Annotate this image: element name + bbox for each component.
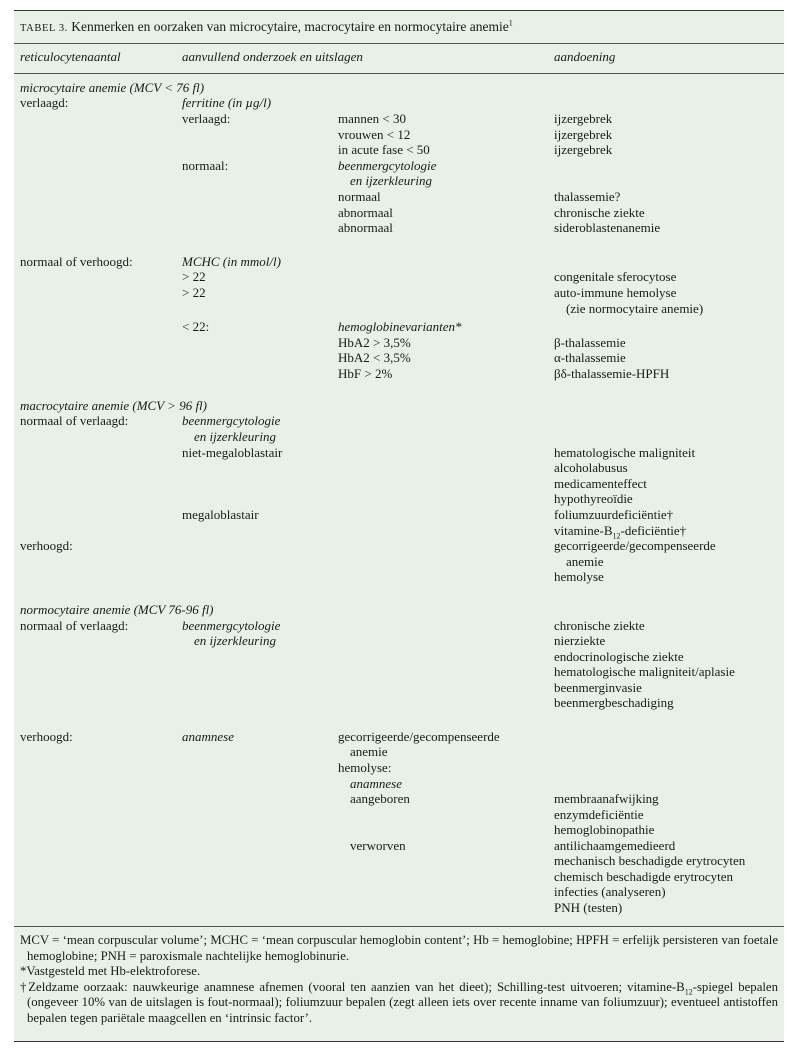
title-footnote-mark: 1 — [508, 18, 513, 28]
macro-medic: medicamenteffect — [554, 476, 647, 491]
footnotes — [20, 933, 778, 1026]
micro-sidero: sideroblastenanemie — [554, 220, 661, 235]
macro-vitb-post: -deficiëntie† — [620, 523, 687, 538]
macro-vitb — [554, 523, 686, 539]
table-title-text: Kenmerken en oorzaken van microcytaire, macrocytaire en normocytaire anemie — [71, 19, 509, 34]
normo-gecorr1: gecorrigeerde/gecompenseerde — [338, 729, 500, 744]
normo-verhoogd: verhoogd: — [20, 729, 73, 744]
micro-congen: congenitale sferocytose — [554, 269, 677, 284]
micro-heading: microcytaire anemie (MCV < 76 fl) — [20, 80, 205, 95]
normo-hbpath: hemoglobinopathie — [554, 822, 655, 837]
footnote-abbreviations: MCV = ‘mean corpuscular volume’; MCHC = ‘mean corpuscular hemoglobin content’; Hb = hemoglobine; HPFH = erfelijk persisteren van foetale hemoglobine; PNH = paroxismale nachtelijke hemoglobinurie. — [20, 933, 778, 963]
footnote-rule — [14, 926, 784, 927]
normo-infect: infecties (analyseren) — [554, 884, 666, 899]
normo-invasie: beenmerginvasie — [554, 680, 642, 695]
normo-bmc2: en ijzerkleuring — [194, 633, 276, 648]
normo-nier: nierziekte — [554, 633, 606, 648]
normo-enzym: enzymdeficiëntie — [554, 807, 644, 822]
micro-ijzer1: ijzergebrek — [554, 111, 613, 126]
macro-folium: foliumzuurdeficiëntie† — [554, 507, 674, 522]
macro-bmc2: en ijzerkleuring — [194, 429, 276, 444]
table-label: TABEL 3. — [20, 23, 68, 34]
normo-mech: mechanisch beschadigde erytrocyten — [554, 853, 746, 868]
normo-chem: chemisch beschadigde erytrocyten — [554, 869, 734, 884]
normo-beschad: beenmergbeschadiging — [554, 695, 674, 710]
macro-nietmeg: niet-megaloblastair — [182, 445, 283, 460]
micro-lt22: < 22: — [182, 319, 210, 334]
micro-gt22a: > 22 — [182, 269, 206, 284]
macro-alcohol: alcoholabusus — [554, 460, 628, 475]
macro-hypo: hypothyreoïdie — [554, 491, 633, 506]
micro-ijzer3: ijzergebrek — [554, 142, 613, 157]
macro-nov: normaal of verlaagd: — [20, 413, 129, 428]
micro-bmc1: beenmergcytologie — [338, 158, 437, 173]
macro-heading: macrocytaire anemie (MCV > 96 fl) — [20, 398, 207, 413]
normo-anamnese: anamnese — [182, 729, 234, 744]
normo-pnh: PNH (testen) — [554, 900, 623, 915]
micro-chron: chronische ziekte — [554, 205, 645, 220]
micro-zie: (zie normocytaire anemie) — [566, 301, 704, 316]
micro-bmc2: en ijzerkleuring — [350, 173, 432, 188]
micro-bd: βδ-thalassemie-HPFH — [554, 366, 670, 381]
macro-gecorr1: gecorrigeerde/gecompenseerde — [554, 538, 716, 553]
macro-hemmal: hematologische maligniteit — [554, 445, 696, 460]
normo-nov: normaal of verlaagd: — [20, 618, 129, 633]
normo-membraan: membraanafwijking — [554, 791, 659, 806]
micro-autoimm: auto-immune hemolyse — [554, 285, 677, 300]
footnote-dagger — [20, 980, 778, 1027]
micro-abnormaal2: abnormaal — [338, 220, 393, 235]
normo-chron: chronische ziekte — [554, 618, 645, 633]
macro-vitb-pre: vitamine-B — [554, 523, 613, 538]
micro-thal: thalassemie? — [554, 189, 621, 204]
footnote-dagger-post: -spiegel bepalen (ongeveer 10% van de uitslagen is fout-normaal); foliumzuur bepalen (zegt alleen iets over recente inname van foliumzuur); eventueel antistoffen bepalen tegen pariëtale maagcellen en ‘intrinsic factor’. — [27, 979, 779, 1025]
table-page — [14, 10, 784, 1042]
micro-gt22b: > 22 — [182, 285, 206, 300]
micro-hba2b: HbA2 < 3,5% — [338, 350, 411, 365]
macro-verhoogd: verhoogd: — [20, 538, 73, 553]
footnote-dagger-pre: †Zeldzame oorzaak: nauwkeurige anamnese afnemen (vooral ten aanzien van het dieet); Schilling-test uitvoeren; vitamine-B — [20, 979, 685, 994]
macro-hemolyse: hemolyse — [554, 569, 604, 584]
normo-aangeboren: aangeboren — [350, 791, 410, 806]
micro-beta: β-thalassemie — [554, 335, 626, 350]
micro-fer-verlaagd: verlaagd: — [182, 111, 231, 126]
micro-hbf: HbF > 2% — [338, 366, 393, 381]
micro-verlaagd: verlaagd: — [20, 95, 69, 110]
header-rule — [14, 73, 784, 74]
footnote-dagger-sub: 12 — [684, 987, 693, 997]
header-col3: aandoening — [554, 49, 616, 64]
micro-abnormaal1: abnormaal — [338, 205, 393, 220]
macro-meg: megaloblastair — [182, 507, 259, 522]
header-col2: aanvullend onderzoek en uitslagen — [182, 49, 363, 64]
micro-mannen: mannen < 30 — [338, 111, 406, 126]
micro-alpha: α-thalassemie — [554, 350, 626, 365]
micro-ferritine: ferritine (in µg/l) — [182, 95, 272, 110]
micro-normaal: normaal — [338, 189, 381, 204]
footnote-star: *Vastgesteld met Hb-elektroforese. — [20, 964, 201, 978]
normo-heading: normocytaire anemie (MCV 76-96 fl) — [20, 602, 214, 617]
micro-vrouwen: vrouwen < 12 — [338, 127, 411, 142]
macro-gecorr2: anemie — [566, 554, 604, 569]
table-title — [20, 19, 513, 37]
header-col1: reticulocytenaantal — [20, 49, 121, 64]
micro-acute: in acute fase < 50 — [338, 142, 430, 157]
micro-nov: normaal of verhoogd: — [20, 254, 133, 269]
title-rule — [14, 43, 784, 44]
normo-bmc1: beenmergcytologie — [182, 618, 281, 633]
normo-gecorr2: anemie — [350, 744, 388, 759]
micro-ijzer2: ijzergebrek — [554, 127, 613, 142]
micro-hba2a: HbA2 > 3,5% — [338, 335, 411, 350]
normo-hemmal: hematologische maligniteit/aplasie — [554, 664, 735, 679]
normo-endo: endocrinologische ziekte — [554, 649, 684, 664]
normo-hemolyse: hemolyse: — [338, 760, 392, 775]
micro-hbvar: hemoglobinevarianten* — [338, 319, 462, 334]
macro-vitb-sub: 12 — [612, 531, 621, 541]
macro-bmc1: beenmergcytologie — [182, 413, 281, 428]
micro-mchc: MCHC (in mmol/l) — [182, 254, 281, 269]
normo-antilich: antilichaamgemedieerd — [554, 838, 676, 853]
micro-fer-normaal: normaal: — [182, 158, 229, 173]
normo-anamnese2: anamnese — [350, 776, 402, 791]
normo-verworven: verworven — [350, 838, 406, 853]
